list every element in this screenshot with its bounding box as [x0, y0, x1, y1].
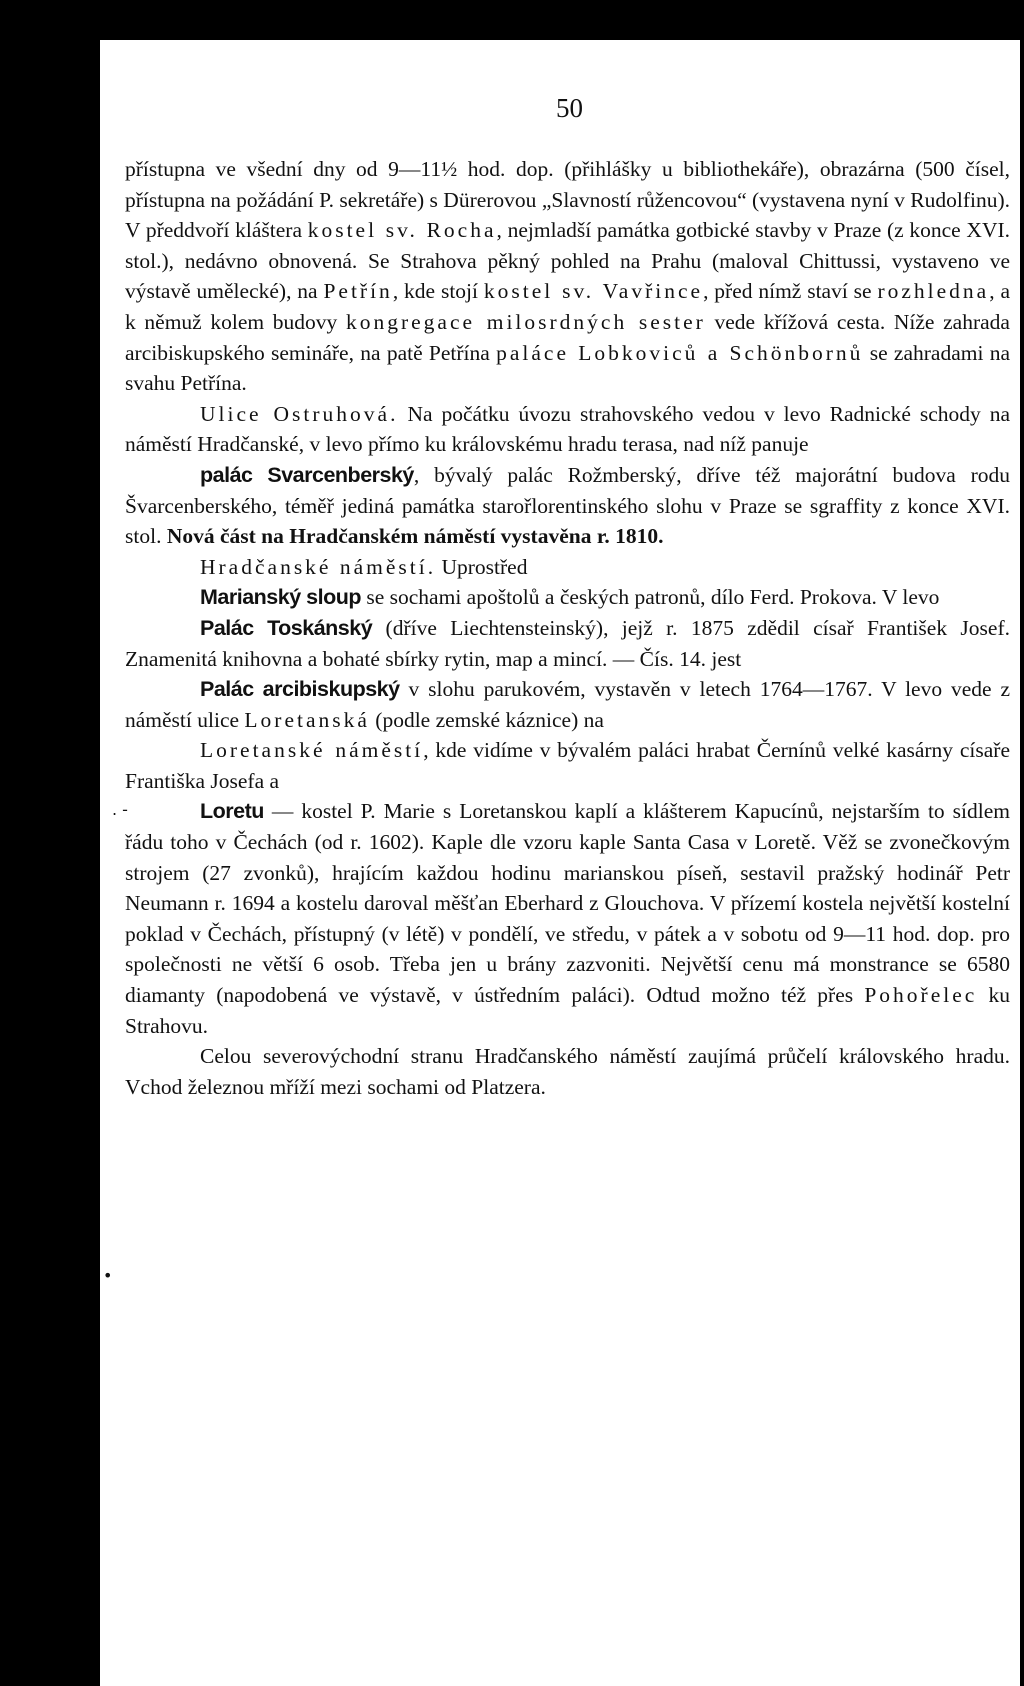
- p1-c: , kde stojí: [392, 279, 484, 304]
- paragraph-kralovsky-hrad: [125, 1041, 1010, 1102]
- p10-text: Celou severovýchodní stranu Hradčanského náměstí zaujímá průčelí královského hradu. Vchod železnou mříží mezi sochami od Platzera.: [125, 1044, 1010, 1099]
- p7-heading: Palác arcibiskupský: [200, 677, 400, 702]
- p4-text: Uprostřed: [436, 554, 528, 579]
- margin-mark: •: [103, 1266, 113, 1285]
- p9-text2: ku Strahovu.: [125, 983, 1010, 1038]
- margin-dots: . -: [112, 800, 128, 819]
- body-text: [125, 154, 1010, 1102]
- p1-a: přístupna ve všední dny od 9—11½ hod. dop. (přihlášky u bibliothekáře), obrazárna (500 čísel, přístupna na požádání P. sekretáře) s Dürerovou „Slavností růžencovou“ (vystavena nyní v Rudolfinu). V předdvoří kláštera: [125, 157, 1010, 243]
- p9-text: — kostel P. Marie s Loretanskou kaplí a klášterem Kapucínů, nejstarším to sídlem řádu toho v Čechách (od r. 1602). Kaple dle vzoru kaple Santa Casa v Loretě. Věž se zvonečkovým strojem (27 zvonků), hrajícím každou hodinu marianskou píseň, sestavil pražský hodinář Petr Neumann r. 1694 a kostelu daroval měšťan Eberhard z Glouchova. V přízemí kostela největší kostelní poklad v Čechách, přístupný (v létě) v pondělí, ve středu, v pátek a v sobotu od 9—11 hod. dop. pro společnosti ne větší 6 osob. Třeba jen u brány zazvoniti. Největší cenu má monstrance se 6580 diamanty (napodobená ve výstavě, v ústředním paláci). Odtud možno též přes: [125, 799, 1010, 1008]
- p6-text: (dříve Liechtensteinský), jejž r. 1875 zdědil císař František Josef. Znamenitá knihovna a bohaté sbírky rytin, map a mincí. — Čís. 14. jest: [125, 615, 1010, 671]
- p3-heading: palác Svarcenberský: [200, 462, 414, 487]
- p1-e: , a k němuž kolem budovy: [125, 279, 1010, 334]
- p1-f: vede křížová cesta. Níže zahrada arcibiskupského semináře, na patě Petřína: [125, 309, 1010, 365]
- p1-kongregace: kongregace milosrdných sester: [345, 309, 706, 334]
- p3-bold: Nová část na Hradčanském náměstí vystavěna r. 1810.: [166, 524, 664, 549]
- paragraph-loreta: [125, 796, 1010, 1041]
- page-number: 50: [556, 93, 583, 123]
- p2-text: Na počátku úvozu strahovského vedou v levo Radnické schody na náměstí Hradčanské, v levo přímo ku královskému hradu terasa, nad níž panuje: [125, 401, 1010, 457]
- paragraph-palac-toskansky: [125, 613, 1010, 674]
- p3-text: , bývalý palác Rožmberský, dříve též majorátní budova rodu Švarcenberského, téměř jediná památka starořlorentinského slohu v Praze se sgraffity z konce XVI. stol.: [125, 462, 1010, 549]
- p5-heading: Marianský sloup: [200, 585, 361, 610]
- paragraph-strahov: [125, 154, 1010, 399]
- p1-petrin: Petřín: [323, 279, 393, 304]
- p1-b: , nejmladší památka gotbické stavby v Praze (z konce XVI. stol.), nedávno obnovená. Se Strahova pěkný pohled na Prahu (maloval Chittussi, vystaveno ve výstavě umělecké), na: [125, 218, 1011, 304]
- p4-hradcanske-namesti: Hradčanské náměstí.: [200, 554, 437, 579]
- p9-pohorelec: Pohořelec: [864, 983, 978, 1008]
- p7-loretanska: Loretanská: [244, 707, 370, 732]
- p8-loretanske-namesti: Loretanské náměstí: [200, 738, 424, 763]
- paragraph-svarcenbersky: [125, 460, 1010, 552]
- p5-text: se sochami apoštolů a českých patronů, dílo Ferd. Prokova. V levo: [360, 585, 940, 610]
- paragraph-ostruhova: [125, 399, 1010, 460]
- paragraph-palac-arcibiskupsky: [125, 674, 1010, 735]
- p1-rozhledna: rozhledna: [877, 279, 990, 304]
- paragraph-hradcanske-namesti: [125, 552, 1010, 583]
- p6-heading: Palác Toskánský: [200, 615, 373, 640]
- p7-text: v slohu parukovém, vystavěn v letech 1764—1767. V levo vede z náměstí ulice: [125, 677, 1010, 732]
- paragraph-loretanske-namesti: [125, 735, 1010, 796]
- p9-heading: Loretu: [200, 799, 264, 824]
- p1-palace-lobkovicu: paláce Lobkoviců a Schönbornů: [496, 340, 864, 365]
- p7-text2: (podle zemské káznice) na: [369, 707, 604, 732]
- p2-ulice-ostruhova: Ulice Ostruhová.: [200, 401, 399, 426]
- p8-text: , kde vidíme v bývalém paláci hrabat Černínů velké kasárny císaře Františka Josefa a: [125, 738, 1010, 793]
- p1-kostel-rocha: kostel sv. Rocha: [307, 218, 497, 243]
- p1-d: , před nímž staví se: [703, 279, 878, 304]
- p1-kostel-vavrince: kostel sv. Vavřince: [483, 279, 704, 304]
- paragraph-mariansky-sloup: [125, 582, 1010, 613]
- p1-g: se zahradami na svahu Petřína.: [125, 340, 1011, 396]
